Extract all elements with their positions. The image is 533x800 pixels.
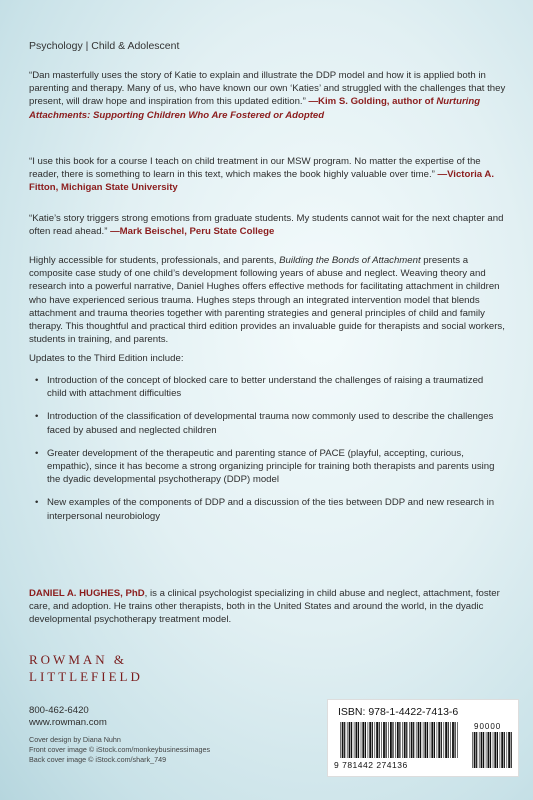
review-attribution: —Mark Beischel, Peru State College bbox=[107, 226, 275, 238]
author-name: DANIEL A. HUGHES, PhD bbox=[29, 588, 145, 599]
list-item: • Greater development of the therapeutic and parenting stance of PACE (playful, accepting, curious, empathic), since it has become a strong organizing principle for training both therapists and parents using the dyadic developmental psychotherapy (DDP) model bbox=[35, 447, 495, 486]
review-quote-1 bbox=[29, 69, 507, 122]
ean-digits: 9 781442 274136 bbox=[334, 760, 408, 770]
addon-digits: 90000 bbox=[474, 722, 502, 731]
updates-list bbox=[29, 374, 499, 533]
image-credits: Cover design by Diana Nuhn Front cover image © iStock.com/monkeybusinessimages Back cover image © iStock.com/shark_749 bbox=[29, 735, 211, 764]
review-attribution: —Victoria A. Fitton, Michigan State University bbox=[29, 169, 494, 194]
review-quote-text: “Dan masterfully uses the story of Katie to explain and illustrate the DDP model and how it is applied both in parenting and therapy. Many of us, who have known our own ‘Katies’ and struggled with the challenges that they present, will draw hope and inspiration from this updated edition.” bbox=[29, 70, 506, 108]
review-attribution-title: Nurturing Attachments: Supporting Children Who Are Fostered or Adopted bbox=[29, 96, 481, 121]
author-bio: DANIEL A. HUGHES, PhD, is a clinical psychologist specializing in child abuse and neglect, attachment, foster care, and adoption. He trains other therapists, both in the United States and around the world, in the dyadic developmental psychotherapy treatment model. bbox=[29, 588, 500, 626]
review-quote-text: “Katie’s story triggers strong emotions from graduate students. My students cannot wait for the next chapter and often read ahead.” bbox=[29, 213, 504, 238]
review-quote-3 bbox=[29, 212, 507, 238]
list-item: • New examples of the components of DDP and a discussion of the ties between DDP and new research in interpersonal neurobiology bbox=[35, 497, 495, 522]
isbn-label: ISBN: 978-1-4422-7413-6 bbox=[338, 706, 459, 718]
review-quote-text: “I use this book for a course I teach on child treatment in our MSW program. No matter the expertise of the reader, there is something to learn in this text, which makes the book highly valuable over time.” bbox=[29, 156, 481, 181]
book-description: Highly accessible for students, professionals, and parents, Building the Bonds of Attachment presents a composite case study of one child’s development following years of abuse and neglect. Weaving theory and research into a powerful narrative, Daniel Hughes offers effective methods for facilitating attachment in children who have experienced serious trauma. Hughes steps through an integrated intervention model that blends attachment and trauma theories together with parenting strategies and general principles of child and family therapy. This thoughtful and practical third edition provides an invaluable guide for therapists and social workers, students in training, and parents. bbox=[29, 255, 505, 346]
publisher-website: www.rowman.com bbox=[29, 717, 107, 728]
ean-barcode-bars bbox=[340, 722, 460, 758]
addon-barcode-bars bbox=[472, 732, 512, 768]
review-attribution: —Kim S. Golding, author of Nurturing Attachments: Supporting Children Who Are Fostered or Adopted bbox=[29, 96, 481, 121]
publisher-logo: ROWMAN & LITTLEFIELD bbox=[29, 652, 143, 684]
review-quote-2 bbox=[29, 155, 507, 195]
updates-heading: Updates to the Third Edition include: bbox=[29, 353, 184, 364]
list-item: • Introduction of the concept of blocked care to better understand the challenges of raising a traumatized child with attachment difficulties bbox=[35, 375, 484, 400]
publisher-contact bbox=[29, 705, 107, 729]
bullet-icon: • bbox=[35, 411, 39, 423]
list-item: • Introduction of the classification of developmental trauma now commonly used to describe the challenges faced by abused and neglected children bbox=[35, 411, 494, 436]
category-label: Psychology | Child & Adolescent bbox=[29, 40, 180, 52]
bullet-icon: • bbox=[35, 497, 39, 509]
barcode bbox=[327, 699, 519, 777]
bullet-icon: • bbox=[35, 375, 39, 386]
bullet-icon: • bbox=[35, 447, 39, 459]
book-title: Building the Bonds of Attachment bbox=[279, 255, 421, 266]
publisher-phone: 800-462-6420 bbox=[29, 705, 89, 716]
